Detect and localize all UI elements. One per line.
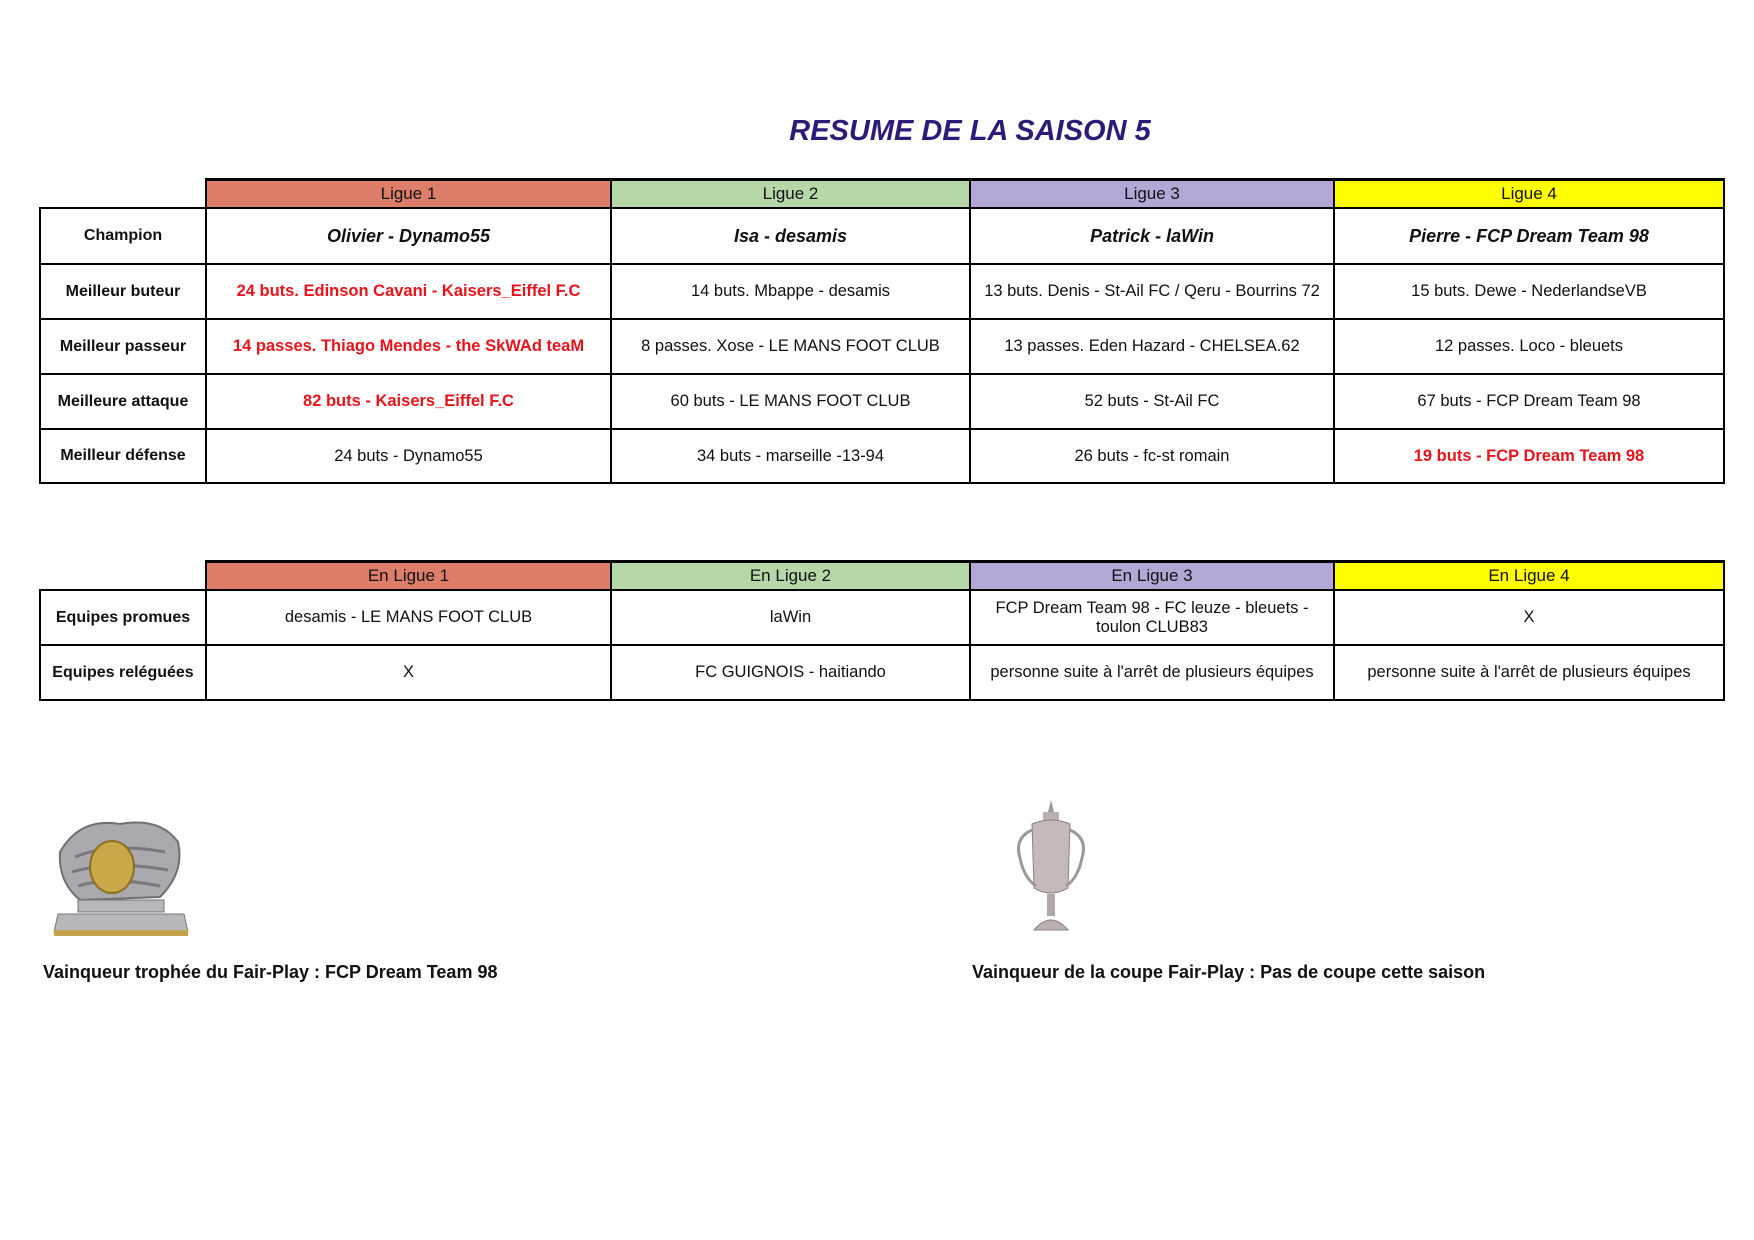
table-row: [40, 208, 1724, 264]
table-cell: 14 passes. Thiago Mendes - the SkWAd teaM: [206, 319, 611, 374]
table-cell: 24 buts - Dynamo55: [206, 429, 611, 483]
fairplay-trophy-caption: Vainqueur trophée du Fair-Play : FCP Dream Team 98: [43, 962, 498, 982]
row-label: Meilleur buteur: [40, 264, 206, 319]
table-row: [40, 429, 1724, 483]
table-cell: Isa - desamis: [611, 208, 970, 264]
table-cell: 24 buts. Edinson Cavani - Kaisers_Eiffel F.C: [206, 264, 611, 319]
table-cell: 34 buts - marseille -13-94: [611, 429, 970, 483]
table-cell: 12 passes. Loco - bleuets: [1334, 319, 1724, 374]
cup-trophy-icon: [1010, 798, 1092, 938]
table-cell: 60 buts - LE MANS FOOT CLUB: [611, 374, 970, 429]
league-header-1: En Ligue 1: [206, 562, 611, 591]
league-header-4: Ligue 4: [1334, 180, 1724, 209]
corner-cell: [40, 180, 206, 209]
row-label: Meilleur passeur: [40, 319, 206, 374]
fairplay-cup-caption: Vainqueur de la coupe Fair-Play : Pas de coupe cette saison: [972, 962, 1486, 982]
league-header-1: Ligue 1: [206, 180, 611, 209]
table-cell: 13 buts. Denis - St-Ail FC / Qeru - Bourrins 72: [970, 264, 1334, 319]
table-cell: FC GUIGNOIS - haitiando: [611, 645, 970, 700]
row-label: Equipes reléguées: [40, 645, 206, 700]
table-cell: laWin: [611, 590, 970, 645]
table-cell: personne suite à l'arrêt de plusieurs équipes: [970, 645, 1334, 700]
table-cell: desamis - LE MANS FOOT CLUB: [206, 590, 611, 645]
table-cell: Patrick - laWin: [970, 208, 1334, 264]
handshake-trophy-icon: [50, 812, 192, 938]
table-cell: 14 buts. Mbappe - desamis: [611, 264, 970, 319]
league-header-2: Ligue 2: [611, 180, 970, 209]
promotion-relegation-table: [39, 560, 1725, 701]
table-cell: X: [206, 645, 611, 700]
table-cell: 26 buts - fc-st romain: [970, 429, 1334, 483]
table-cell: 13 passes. Eden Hazard - CHELSEA.62: [970, 319, 1334, 374]
table-cell: 52 buts - St-Ail FC: [970, 374, 1334, 429]
table-cell: X: [1334, 590, 1724, 645]
season-summary-table: [39, 178, 1725, 484]
table-row: [40, 374, 1724, 429]
league-header-3: En Ligue 3: [970, 562, 1334, 591]
row-label: Meilleur défense: [40, 429, 206, 483]
page-title: RESUME DE LA SAISON 5: [789, 115, 1151, 147]
league-header-3: Ligue 3: [970, 180, 1334, 209]
row-label: Meilleure attaque: [40, 374, 206, 429]
table-cell: 8 passes. Xose - LE MANS FOOT CLUB: [611, 319, 970, 374]
league-header-4: En Ligue 4: [1334, 562, 1724, 591]
table-cell: personne suite à l'arrêt de plusieurs équipes: [1334, 645, 1724, 700]
table-cell: FCP Dream Team 98 - FC leuze - bleuets - toulon CLUB83: [970, 590, 1334, 645]
table-cell: 19 buts - FCP Dream Team 98: [1334, 429, 1724, 483]
table-cell: 15 buts. Dewe - NederlandseVB: [1334, 264, 1724, 319]
table-cell: 67 buts - FCP Dream Team 98: [1334, 374, 1724, 429]
table-cell: Pierre - FCP Dream Team 98: [1334, 208, 1724, 264]
table-row: [40, 590, 1724, 645]
league-header-2: En Ligue 2: [611, 562, 970, 591]
table-row: [40, 645, 1724, 700]
corner-cell: [40, 562, 206, 591]
table-row: [40, 264, 1724, 319]
row-label: Champion: [40, 208, 206, 264]
row-label: Equipes promues: [40, 590, 206, 645]
table-row: [40, 319, 1724, 374]
table-cell: Olivier - Dynamo55: [206, 208, 611, 264]
table-cell: 82 buts - Kaisers_Eiffel F.C: [206, 374, 611, 429]
